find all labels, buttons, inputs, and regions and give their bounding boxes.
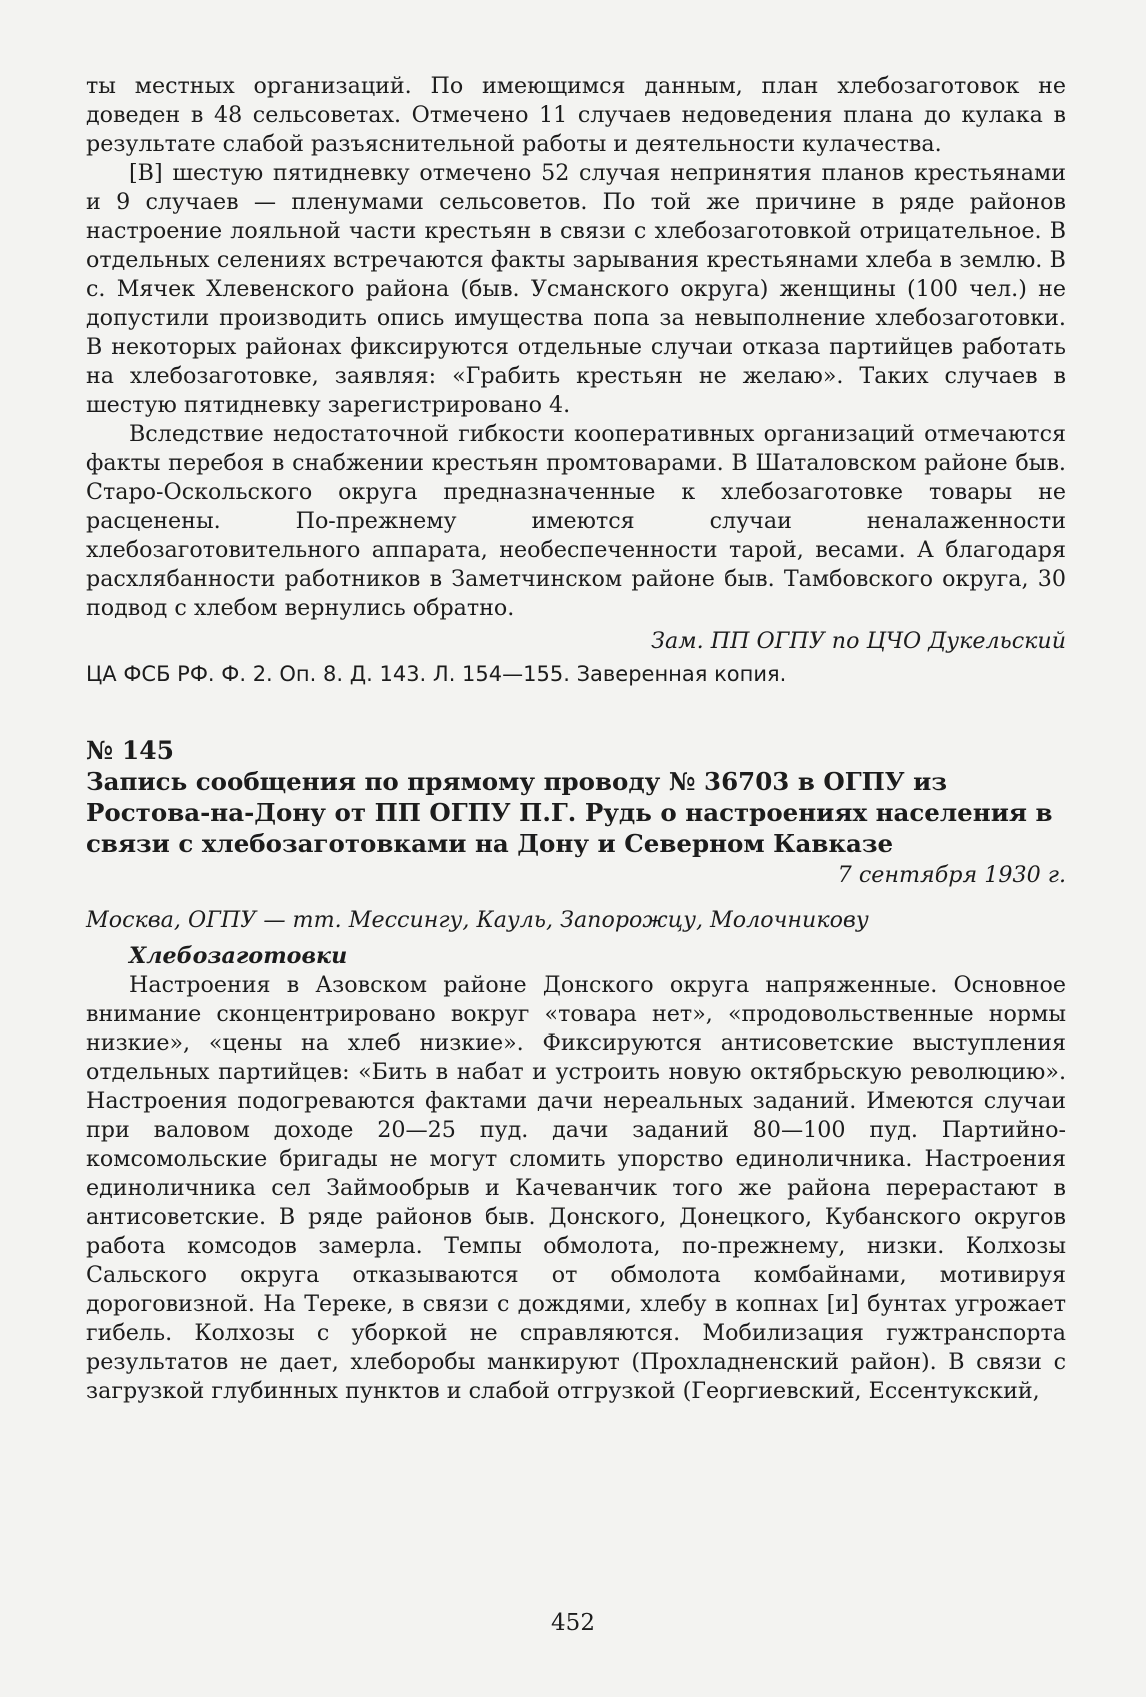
archive-reference: ЦА ФСБ РФ. Ф. 2. Оп. 8. Д. 143. Л. 154—155. Заверенная копия.	[86, 662, 787, 686]
document-number: № 145	[86, 736, 175, 765]
document-date: 7 сентября 1930 г.	[837, 862, 1066, 888]
section-subheading: Хлебозаготовки	[129, 943, 348, 969]
addressee-line: Москва, ОГПУ — тт. Мессингу, Кауль, Запорожцу, Молочникову	[86, 907, 869, 933]
paragraph-4: Настроения в Азовском районе Донского округа напряженные. Основное внимание сконцентрировано вокруг «товара нет», «продовольственные нормы низкие», «цены на хлеб низкие». Фиксируются антисоветские выступления отдельных партийцев: «Бить в набат и устроить новую октябрьскую революцию». Настроения подогреваются фактами дачи нереальных заданий. Имеются случаи при валовом доходе 20—25 пуд. дачи заданий 80—100 пуд. Партийно-комсомольские бригады не могут сломить упорство единоличника. Настроения единоличника сел Займообрыв и Качеванчик того же района перерастают в антисоветские. В ряде районов быв. Донского, Донецкого, Кубанского округов работа комсодов замерла. Темпы обмолота, по-прежнему, низки. Колхозы Сальского округа отказываются от обмолота комбайнами, мотивируя дороговизной. На Тереке, в связи с дождями, хлебу в копнах [и] бунтах угрожает гибель. Колхозы с уборкой не справляются. Мобилизация гужтранспорта результатов не дает, хлеборобы манкируют (Прохладненский район). В связи с загрузкой глубинных пунктов и слабой отгрузкой (Георгиевский, Ессентукский,	[86, 972, 1066, 1404]
paragraph-1: ты местных организаций. По имеющимся данным, план хлебозаготовок не доведен в 48 сельсоветах. Отмечено 11 случаев недоведения плана до кулака в результате слабой разъяснительной работы и деятельности кулачества.	[86, 73, 1066, 157]
paragraph-2: [В] шестую пятидневку отмечено 52 случая непринятия планов крестьянами и 9 случаев — пленумами сельсоветов. По той же причине в ряде районов настроение лояльной части крестьян в связи с хлебозаготовкой отрицательное. В отдельных селениях встречаются факты зарывания крестьянами хлеба в землю. В с. Мячек Хлевенского района (быв. Усманского округа) женщины (100 чел.) не допустили производить опись имущества попа за невыполнение хлебозаготовки. В некоторых районах фиксируются отдельные случаи отказа партийцев работать на хлебозаготовке, заявляя: «Грабить крестьян не желаю». Таких случаев в шестую пятидневку зарегистрировано 4.	[86, 160, 1066, 418]
page-number: 452	[551, 1610, 595, 1636]
signature: Зам. ПП ОГПУ по ЦЧО Дукельский	[651, 628, 1066, 654]
paragraph-3: Вследствие недостаточной гибкости кооперативных организаций отмечаются факты перебоя в снабжении крестьян промтоварами. В Шаталовском районе быв. Старо-Оскольского округа предназначенные к хлебозаготовке товары не расценены. По-прежнему имеются случаи неналаженности хлебозаготовительного аппарата, необеспеченности тарой, весами. А благодаря расхлябанности работников в Заметчинском районе быв. Тамбовского округа, 30 подвод с хлебом вернулись обратно.	[86, 421, 1066, 621]
document-page	[86, 72, 1066, 1406]
document-title: Запись сообщения по прямому проводу № 36703 в ОГПУ из Ростова-на-Дону от ПП ОГПУ П.Г. Рудь о настроениях населения в связи с хлебозаготовками на Дону и Северном Кавказе	[86, 767, 1053, 858]
